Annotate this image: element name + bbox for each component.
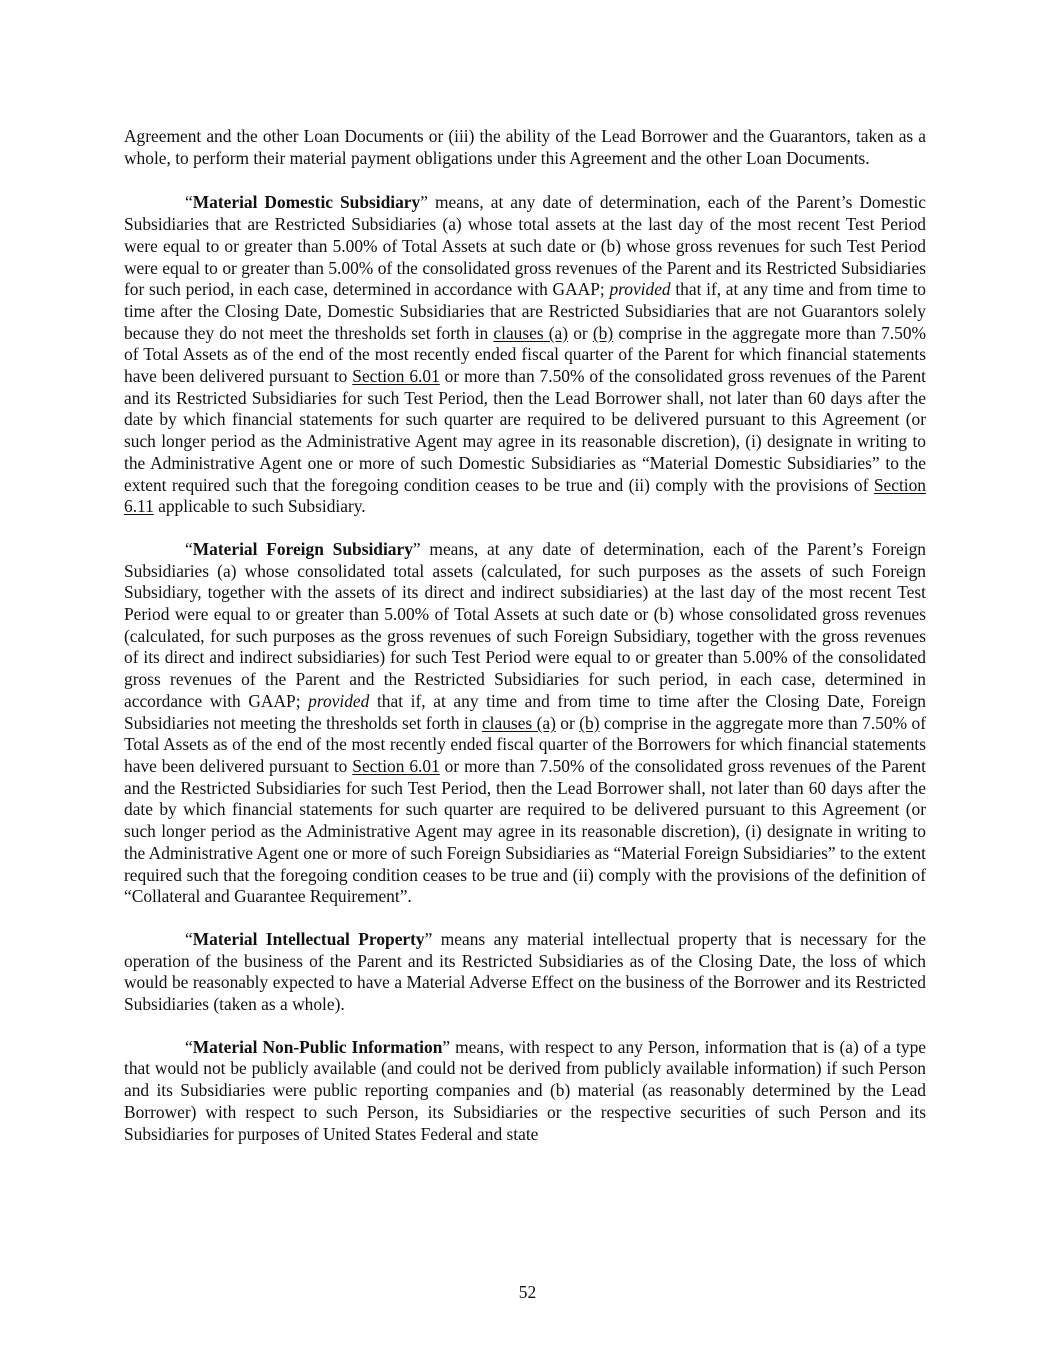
provided-italic: provided bbox=[308, 690, 370, 711]
document-page bbox=[124, 126, 926, 1166]
definition-text: ” means, with respect to any Person, information that is (a) of a type that would not be publicly available (and could not be derived from publicly available information) if such Person and its Subsidiaries were public reporting companies and (b) material (as reasonably determined by the Lead Borrower) with respect to such Person, its Subsidiaries or the respective securities of such Person and its Subsidiaries for purposes of United States Federal and state bbox=[124, 1036, 927, 1144]
section-6-11-reference: Section 6.11 bbox=[124, 474, 926, 517]
intro-paragraph bbox=[124, 126, 926, 169]
page-number: 52 bbox=[518, 1282, 537, 1302]
definition-text: ” means, at any date of determination, each of the Parent’s Foreign Subsidiaries (a) whose consolidated total assets (calculated, for such purposes as the assets of such Foreign Subsidiary, together with the assets of its direct and indirect subsidiaries) at the last day of the most recent Test Period were equal to or greater than 5.00% of Total Assets at such date or (b) whose consolidated gross revenues (calculated, for such purposes as the gross revenues of such Foreign Subsidiary, together with the gross revenues of its direct and indirect subsidiaries) for such Test Period were equal to or greater than 5.00% of the consolidated gross revenues of the Parent and the Restricted Subsidiaries for such period, in each case, determined in accordance with GAAP; bbox=[124, 538, 926, 711]
definition-text: that if, at any time and from time to time after the Closing Date, Domestic Subsidiaries that are Restricted Subsidiaries that are not Guarantors solely because they do not meet the thresholds set forth in bbox=[124, 279, 926, 343]
intro-text: Agreement and the other Loan Documents or (iii) the ability of the Lead Borrower and the Guarantors, taken as a whole, to perform their material payment obligations under this Agreement and the other Loan Documents. bbox=[124, 126, 926, 168]
definition-text: ” means, at any date of determination, each of the Parent’s Domestic Subsidiaries that are Restricted Subsidiaries (a) whose total assets at the last day of the most recent Test Period were equal to or greater than 5.00% of Total Assets at such date or (b) whose gross revenues for such Test Period were equal to or greater than 5.00% of the consolidated gross revenues of the Parent and its Restricted Subsidiaries for such period, in each case, determined in accordance with GAAP; bbox=[124, 192, 926, 300]
provided-italic: provided bbox=[609, 279, 671, 300]
definition-material-domestic-subsidiary bbox=[124, 192, 926, 518]
clause-a-reference: clauses (a) bbox=[481, 712, 556, 733]
definition-text: ” means any material intellectual property that is necessary for the operation of the business of the Parent and its Restricted Subsidiaries as of the Closing Date, the loss of which would be reasonably expected to have a Material Adverse Effect on the business of the Borrower and its Restricted Subsidiaries (taken as a whole). bbox=[124, 928, 926, 1015]
definition-text: comprise in the aggregate more than 7.50% of Total Assets as of the end of the most recently ended fiscal quarter of the Parent for which financial statements have been delivered pursuant to bbox=[124, 322, 926, 387]
definition-text: or more than 7.50% of the consolidated gross revenues of the Parent and its Restricted Subsidiaries for such Test Period, then the Lead Borrower shall, not later than 60 days after the date by which financial statements for such quarter are required to be delivered pursuant to this Agreement (or such longer period as the Administrative Agent may agree in its reasonable discretion), (i) designate in writing to the Administrative Agent one or more of such Domestic Subsidiaries as “Material Domestic Subsidiaries” to the extent required such that the foregoing condition ceases to be true and (ii) comply with the provisions of bbox=[124, 366, 926, 495]
section-6-01-reference: Section 6.01 bbox=[352, 366, 440, 387]
clause-b-reference: (b) bbox=[592, 322, 614, 343]
defined-term: Material Domestic Subsidiary bbox=[192, 192, 421, 213]
open-quote: “ bbox=[185, 538, 193, 559]
definition-text: applicable to such Subsidiary. bbox=[153, 496, 366, 517]
section-6-01-reference: Section 6.01 bbox=[352, 755, 440, 776]
definition-text: or more than 7.50% of the consolidated gross revenues of the Parent and the Restricted Subsidiaries for such Test Period, then the Lead Borrower shall, not later than 60 days after the date by which financial statements for such quarter are required to be delivered pursuant to this Agreement (or such longer period as the Administrative Agent may agree in its reasonable discretion), (i) designate in writing to the Administrative Agent one or more of such Foreign Subsidiaries as “Material Foreign Subsidiaries” to the extent required such that the foregoing condition ceases to be true and (ii) comply with the provisions of the definition of “Collateral and Guarantee Requirement”. bbox=[124, 755, 926, 907]
definition-material-foreign-subsidiary bbox=[124, 539, 926, 908]
open-quote: “ bbox=[185, 928, 193, 949]
clause-a-reference: clauses (a) bbox=[493, 322, 569, 343]
open-quote: “ bbox=[185, 1036, 193, 1057]
defined-term: Material Intellectual Property bbox=[192, 928, 425, 949]
definition-text: or bbox=[555, 712, 580, 733]
clause-b-reference: (b) bbox=[579, 712, 600, 733]
defined-term: Material Non-Public Information bbox=[192, 1036, 443, 1057]
defined-term: Material Foreign Subsidiary bbox=[192, 538, 413, 559]
definition-material-intellectual-property bbox=[124, 929, 926, 1016]
open-quote: “ bbox=[185, 192, 193, 213]
definition-text: that if, at any time and from time to time after the Closing Date, Foreign Subsidiaries not meeting the thresholds set forth in bbox=[124, 690, 926, 733]
definition-text: comprise in the aggregate more than 7.50% of Total Assets as of the end of the most recently ended fiscal quarter of the Borrowers for which financial statements have been delivered pursuant to bbox=[124, 712, 926, 776]
definition-text: or bbox=[568, 322, 593, 343]
definition-material-non-public-information bbox=[124, 1037, 926, 1146]
